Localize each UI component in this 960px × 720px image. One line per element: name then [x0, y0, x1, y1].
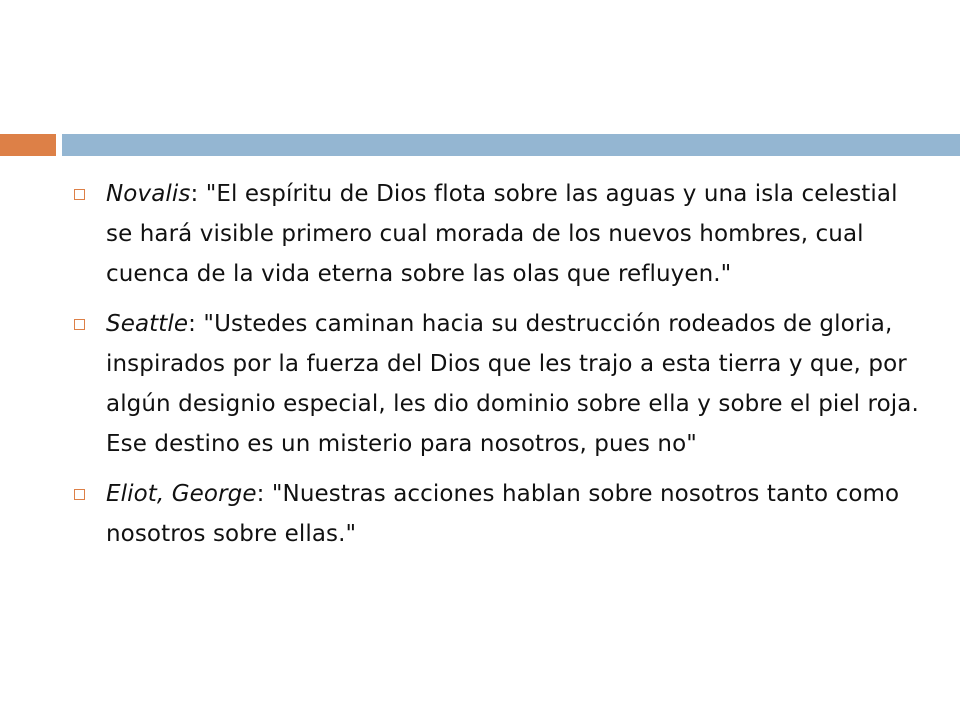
quote-separator: : — [190, 181, 206, 207]
quote-body: "Ustedes caminan hacia su destrucción rodeados de gloria, inspirados por la fuerza del Dios que les trajo a esta tierra y que, por algún designio especial, les dio dominio sobre ella y sobre el piel roja. Ese destino es un misterio para nosotros, pues no" — [106, 311, 919, 457]
list-item — [74, 304, 920, 464]
quote-author: Eliot, George — [106, 481, 257, 507]
quote-body: "El espíritu de Dios flota sobre las aguas y una isla celestial se hará visible primero cual morada de los nuevos hombres, cual cuenca de la vida eterna sobre las olas que refluyen." — [106, 181, 898, 287]
quote-list — [74, 174, 920, 564]
quote-separator: : — [188, 311, 204, 337]
accent-band-orange — [0, 134, 56, 156]
quote-separator: : — [256, 481, 272, 507]
quote-text — [106, 474, 920, 554]
square-bullet-icon — [74, 489, 85, 500]
quote-body: "Nuestras acciones hablan sobre nosotros tanto como nosotros sobre ellas." — [106, 481, 900, 547]
square-bullet-icon — [74, 319, 85, 330]
quote-text — [106, 304, 920, 464]
list-item — [74, 474, 920, 554]
accent-band-blue — [62, 134, 960, 156]
quote-text — [106, 174, 920, 294]
quote-author: Novalis — [106, 181, 191, 207]
quote-author: Seattle — [106, 311, 189, 337]
square-bullet-icon — [74, 189, 85, 200]
list-item — [74, 174, 920, 294]
